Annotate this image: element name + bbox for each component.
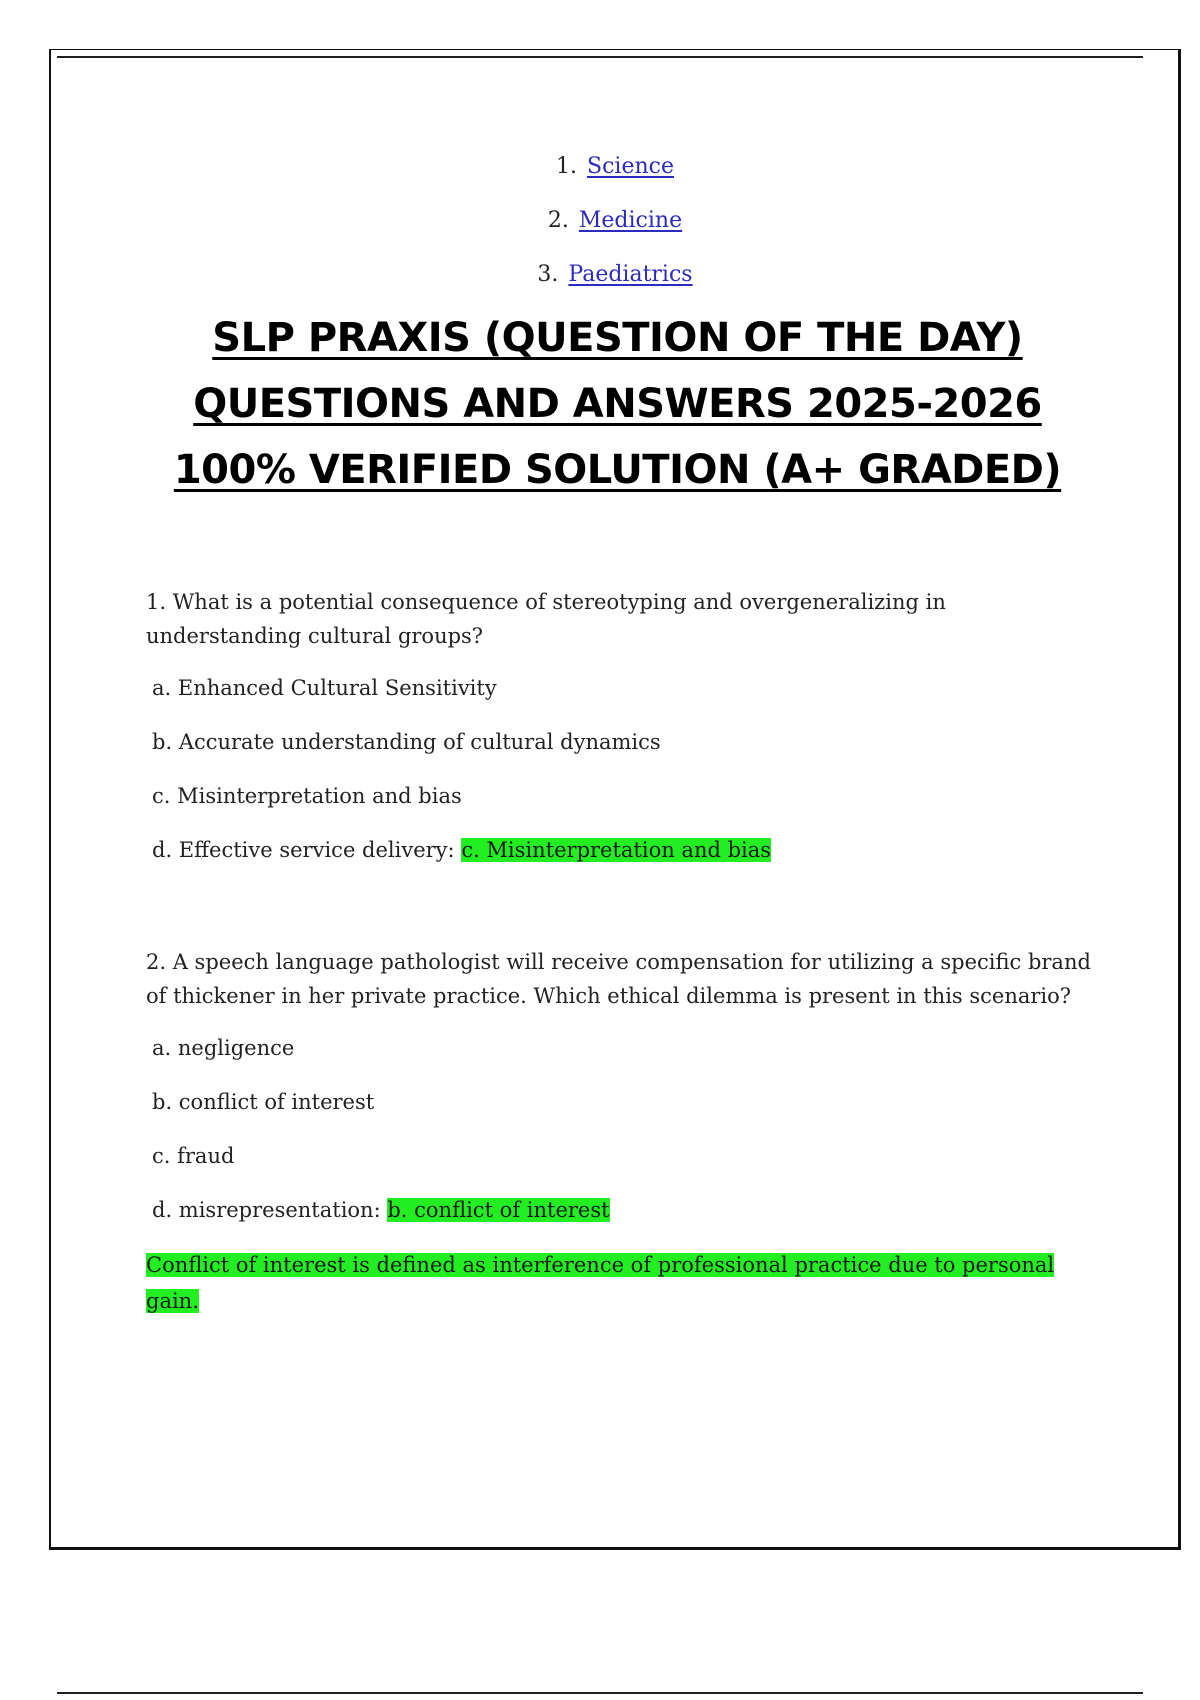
option-d [152,1193,1096,1227]
option-c: c. Misinterpretation and bias [152,784,462,808]
breadcrumb-link-paediatrics[interactable]: Paediatrics [568,262,693,287]
breadcrumb [0,140,1200,302]
option-b: b. conflict of interest [152,1090,375,1114]
question-text: 1. What is a potential consequence of stereotyping and overgeneralizing in understanding cultural groups? [146,590,946,648]
breadcrumb-item [0,194,1200,248]
option-d [152,833,1096,867]
breadcrumb-number: 3. [537,262,559,287]
title-line-1: SLP PRAXIS (QUESTION OF THE DAY) [212,315,1023,361]
breadcrumb-number: 1. [556,154,578,179]
answer-highlight: c. Misinterpretation and bias [461,838,772,862]
explanation-highlight: Conflict of interest is defined as interference of professional practice due to personal gain. [146,1253,1055,1313]
option-a: a. Enhanced Cultural Sensitivity [152,676,497,700]
title-line-2: QUESTIONS AND ANSWERS 2025-2026 [193,381,1042,427]
breadcrumb-link-medicine[interactable]: Medicine [578,208,683,233]
page-title [60,305,1175,503]
bottom-rule [57,1692,1143,1694]
breadcrumb-number: 2. [547,208,569,233]
question-block-1 [146,585,1096,867]
answer-explanation [146,1247,1096,1319]
option-b: b. Accurate understanding of cultural dynamics [152,730,661,754]
title-line-3: 100% VERIFIED SOLUTION (A+ GRADED) [173,447,1062,493]
option-d-label: d. misrepresentation: [152,1198,381,1222]
question-block-2 [146,945,1096,1319]
answer-highlight: b. conflict of interest [387,1198,610,1222]
breadcrumb-item [0,248,1200,302]
option-a: a. negligence [152,1036,295,1060]
breadcrumb-link-science[interactable]: Science [587,154,674,179]
top-rule [57,56,1143,58]
breadcrumb-item [0,140,1200,194]
option-c: c. fraud [152,1144,235,1168]
question-text: 2. A speech language pathologist will receive compensation for utilizing a specific brand of thickener in her private practice. Which ethical dilemma is present in this scenario? [146,950,1091,1008]
option-d-label: d. Effective service delivery: [152,838,455,862]
